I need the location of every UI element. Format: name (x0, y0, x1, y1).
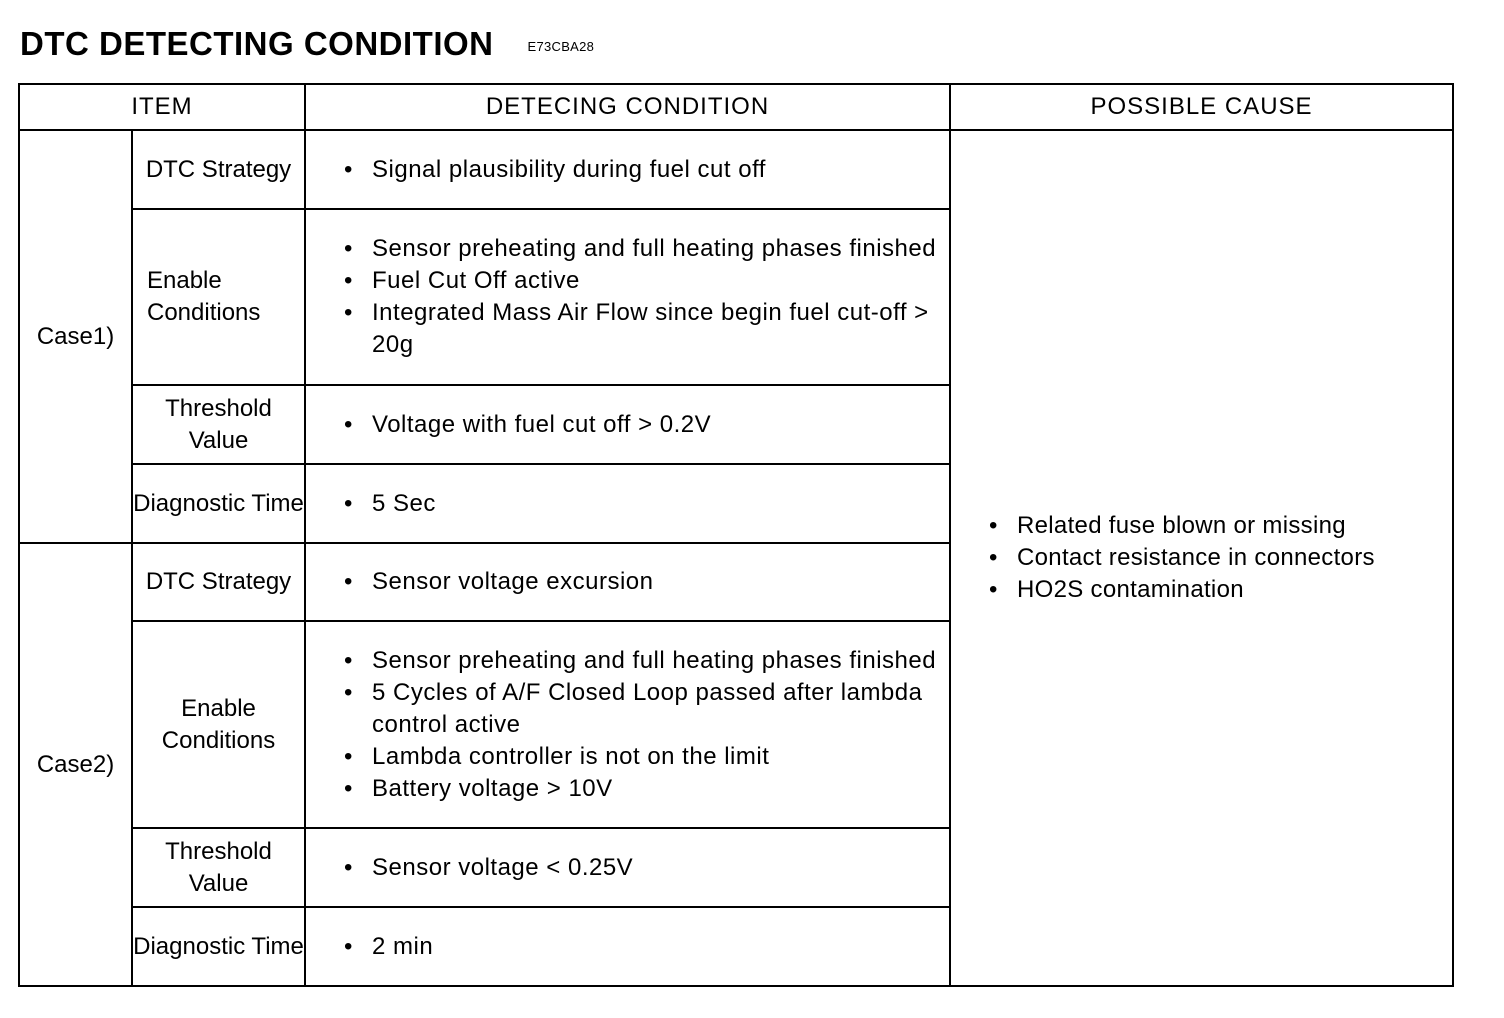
item-label: Diagnostic Time (132, 907, 305, 986)
condition-cell (305, 385, 950, 464)
item-label: DTC Strategy (132, 130, 305, 209)
condition-cell (305, 130, 950, 209)
condition-item: • Lambda controller is not on the limit (344, 741, 949, 773)
condition-item: • 5 Cycles of A/F Closed Loop passed after lambda control active (344, 677, 949, 741)
condition-cell (305, 464, 950, 543)
page-title: DTC DETECTING CONDITION (20, 25, 494, 62)
table-header-row (19, 84, 1453, 130)
condition-item: • Integrated Mass Air Flow since begin fuel cut-off > 20g (344, 297, 949, 361)
condition-item: • Sensor voltage < 0.25V (344, 852, 949, 884)
condition-item: • Battery voltage > 10V (344, 773, 949, 805)
condition-item: • Signal plausibility during fuel cut off (344, 154, 949, 186)
case-label: Case2) (19, 543, 132, 986)
condition-item: • Sensor preheating and full heating phases finished (344, 233, 949, 265)
column-header-item: ITEM (19, 84, 305, 130)
condition-cell (305, 828, 950, 907)
item-label: Threshold Value (132, 385, 305, 464)
condition-item: • Fuel Cut Off active (344, 265, 949, 297)
condition-item: • 5 Sec (344, 488, 949, 520)
item-label: Enable Conditions (132, 209, 305, 385)
condition-item: • Sensor preheating and full heating phases finished (344, 645, 949, 677)
condition-item: • Voltage with fuel cut off > 0.2V (344, 409, 949, 441)
item-label: Threshold Value (132, 828, 305, 907)
column-header-possible-cause: POSSIBLE CAUSE (950, 84, 1453, 130)
condition-item: • Sensor voltage excursion (344, 566, 949, 598)
condition-cell (305, 543, 950, 621)
column-header-detecting-condition: DETECING CONDITION (305, 84, 950, 130)
item-label: DTC Strategy (132, 543, 305, 621)
page-header (20, 22, 594, 62)
possible-cause-cell (950, 130, 1453, 986)
cause-item: • HO2S contamination (989, 574, 1452, 606)
cause-item: • Related fuse blown or missing (989, 510, 1452, 542)
condition-cell (305, 621, 950, 828)
table-row (19, 130, 1453, 209)
case-label: Case1) (19, 130, 132, 543)
condition-cell (305, 907, 950, 986)
cause-item: • Contact resistance in connectors (989, 542, 1452, 574)
document-code: E73CBA28 (527, 39, 595, 54)
condition-item: • 2 min (344, 931, 949, 963)
item-label: Diagnostic Time (132, 464, 305, 543)
dtc-condition-table (18, 83, 1454, 987)
item-label: Enable Conditions (132, 621, 305, 828)
condition-cell (305, 209, 950, 385)
